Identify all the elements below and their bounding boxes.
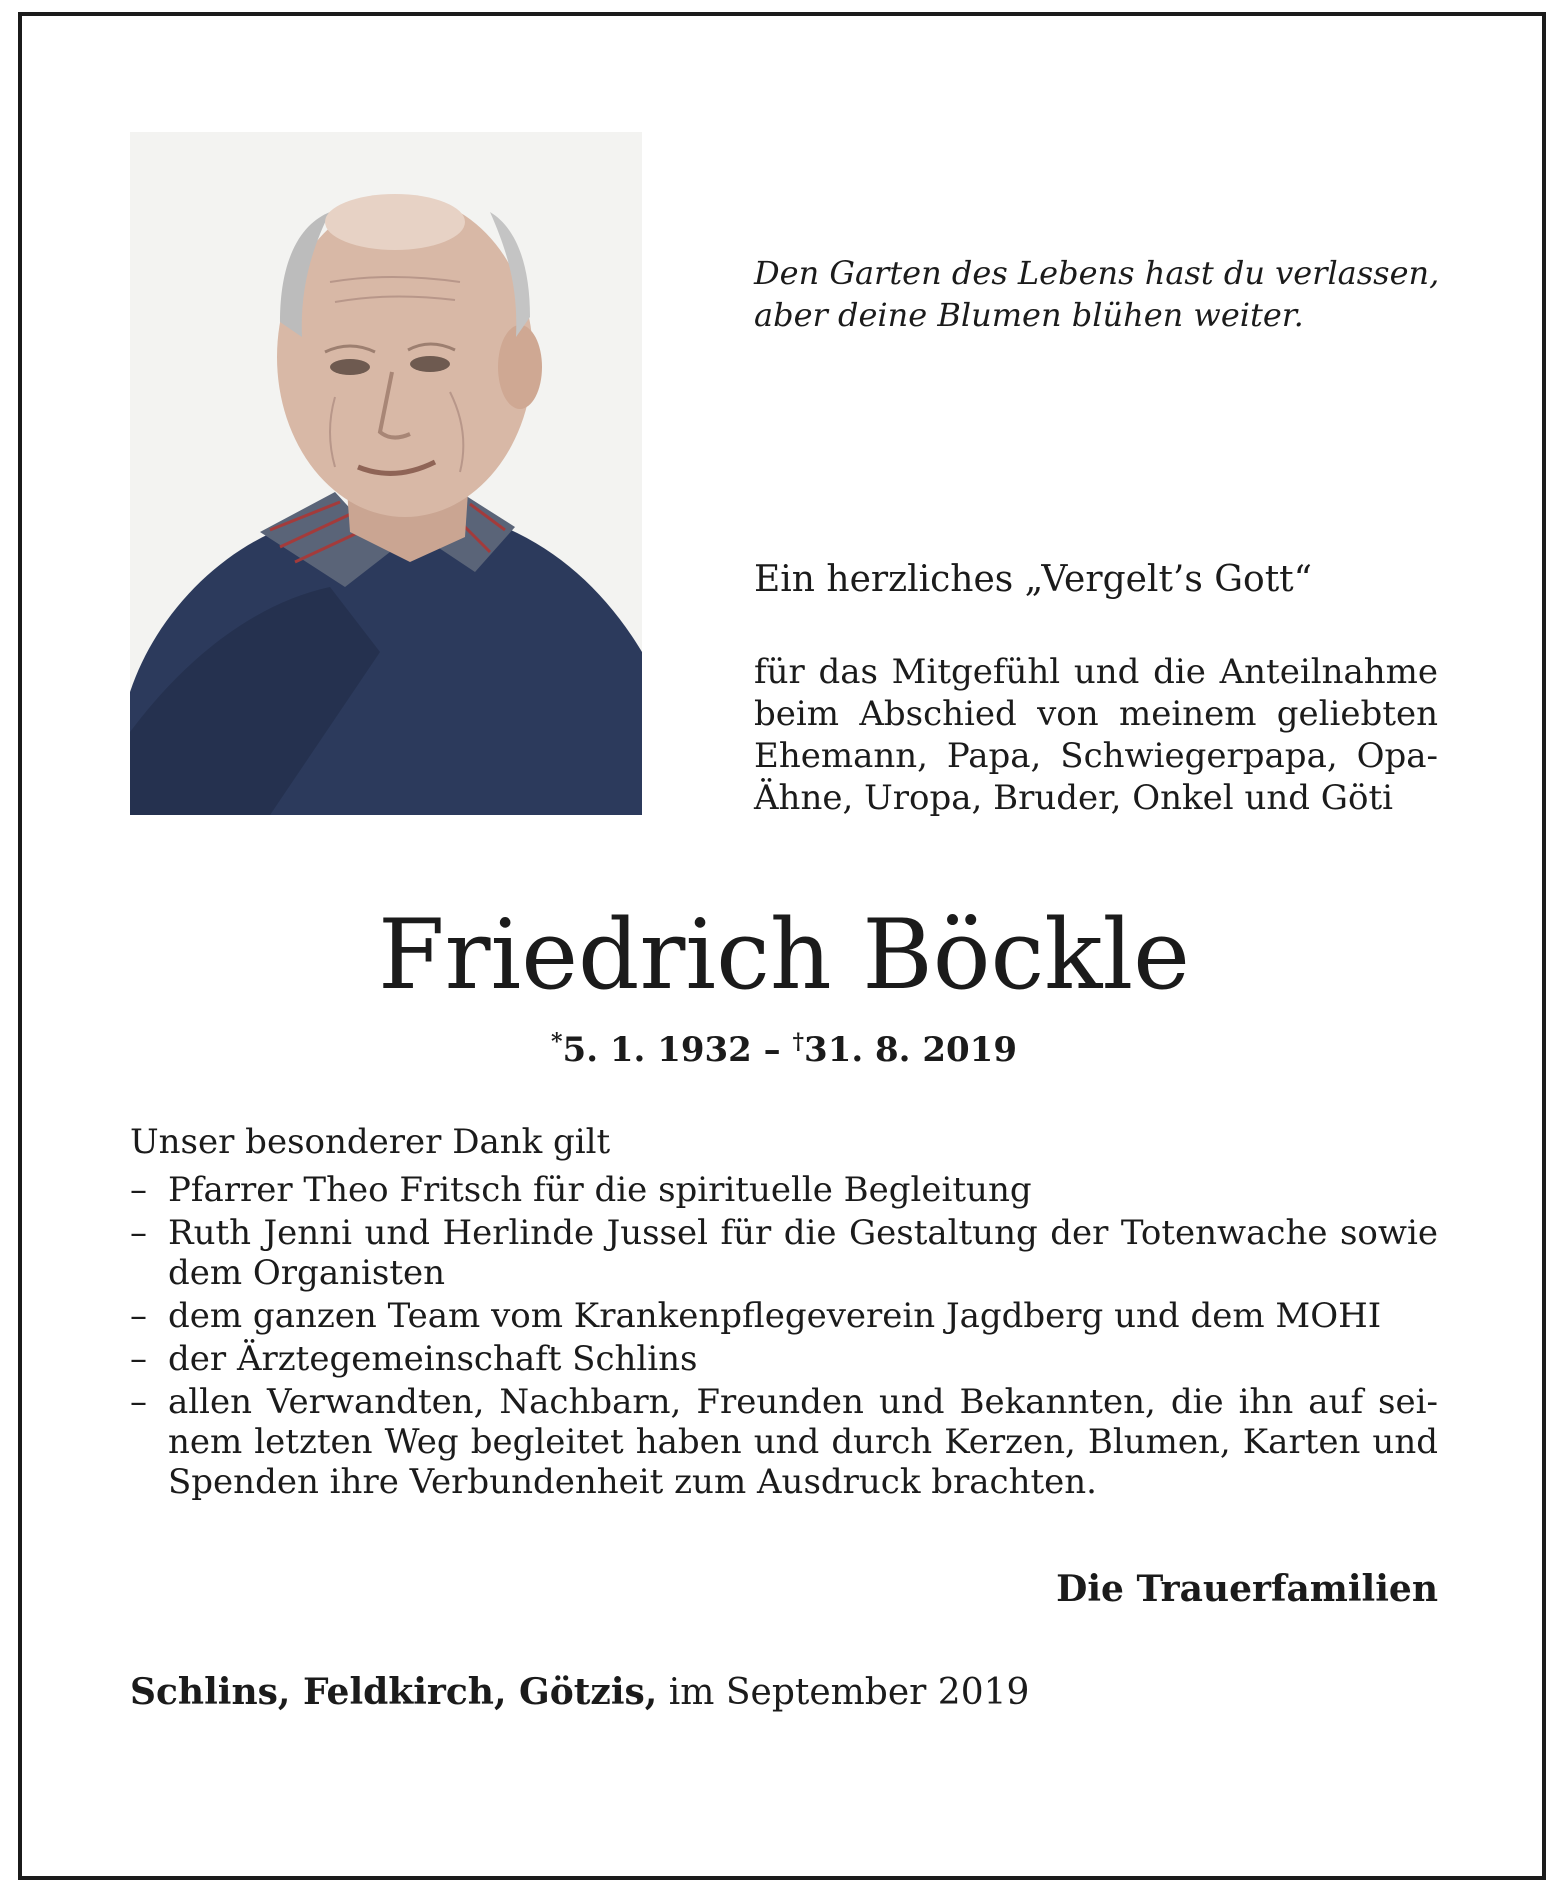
place-towns: Schlins, Feldkirch, Götzis, xyxy=(130,1671,658,1713)
motto-line: aber deine Blumen blühen weiter. xyxy=(754,296,1304,334)
deceased-name: Friedrich Böckle xyxy=(378,899,1190,1011)
thanks-line: Ehemann, Papa, Schwiegerpapa, Opa- xyxy=(754,736,1438,776)
dash-bullet-icon: – xyxy=(130,1296,147,1336)
gratitude-item xyxy=(130,1170,1438,1210)
gratitude-intro: Unser besonderer Dank gilt xyxy=(130,1122,611,1162)
thanks-line: für das Mitgefühl und die Anteilnahme xyxy=(754,652,1438,692)
gratitude-line: der Ärztegemeinschaft Schlins xyxy=(168,1339,698,1379)
gratitude-item xyxy=(130,1339,1438,1379)
thanks-line: beim Abschied von meinem geliebten xyxy=(754,694,1438,734)
birth-date: 5. 1. 1932 xyxy=(562,1030,752,1070)
gratitude-line: allen Verwandten, Nachbarn, Freunden und Bekannten, die ihn auf sei- xyxy=(168,1382,1438,1422)
date-separator: – xyxy=(751,1030,793,1070)
gratitude-item xyxy=(130,1382,1438,1502)
motto-line: Den Garten des Lebens hast du verlassen, xyxy=(754,254,1440,292)
life-dates xyxy=(0,1020,1568,1072)
thanks-line: Ähne, Uropa, Bruder, Onkel und Göti xyxy=(754,778,1393,818)
death-date: 31. 8. 2019 xyxy=(804,1030,1017,1070)
portrait-image xyxy=(130,132,642,815)
signoff: Die Trauerfamilien xyxy=(1056,1568,1438,1610)
dash-bullet-icon: – xyxy=(130,1339,147,1379)
thanks-paragraph xyxy=(754,651,1438,819)
gratitude-item xyxy=(130,1296,1438,1336)
death-cross-icon: † xyxy=(792,1029,805,1055)
motto-quote xyxy=(754,252,1474,336)
dash-bullet-icon: – xyxy=(130,1213,147,1253)
gratitude-line: Ruth Jenni und Herlinde Jussel für die Gestaltung der Totenwache sowie xyxy=(168,1213,1438,1253)
portrait-photo xyxy=(130,132,642,815)
gratitude-line: dem ganzen Team vom Krankenpflegeverein Jagdberg und dem MOHI xyxy=(168,1296,1382,1336)
gratitude-item xyxy=(130,1213,1438,1293)
gratitude-line: dem Organisten xyxy=(168,1253,445,1293)
thanks-heading: Ein herzliches „Vergelt’s Gott“ xyxy=(754,559,1313,600)
birth-star-icon: * xyxy=(551,1029,563,1055)
gratitude-line: Pfarrer Theo Fritsch für die spirituelle Begleitung xyxy=(168,1170,1032,1210)
gratitude-line: nem letzten Weg begleitet haben und durch Kerzen, Blumen, Karten und xyxy=(168,1422,1438,1462)
dash-bullet-icon: – xyxy=(130,1170,147,1210)
gratitude-list xyxy=(130,1170,1438,1505)
place-date: im September 2019 xyxy=(657,1672,1030,1713)
place-and-date xyxy=(130,1670,1029,1715)
gratitude-line: Spenden ihre Verbundenheit zum Ausdruck brachten. xyxy=(168,1462,1097,1502)
dash-bullet-icon: – xyxy=(130,1382,147,1422)
